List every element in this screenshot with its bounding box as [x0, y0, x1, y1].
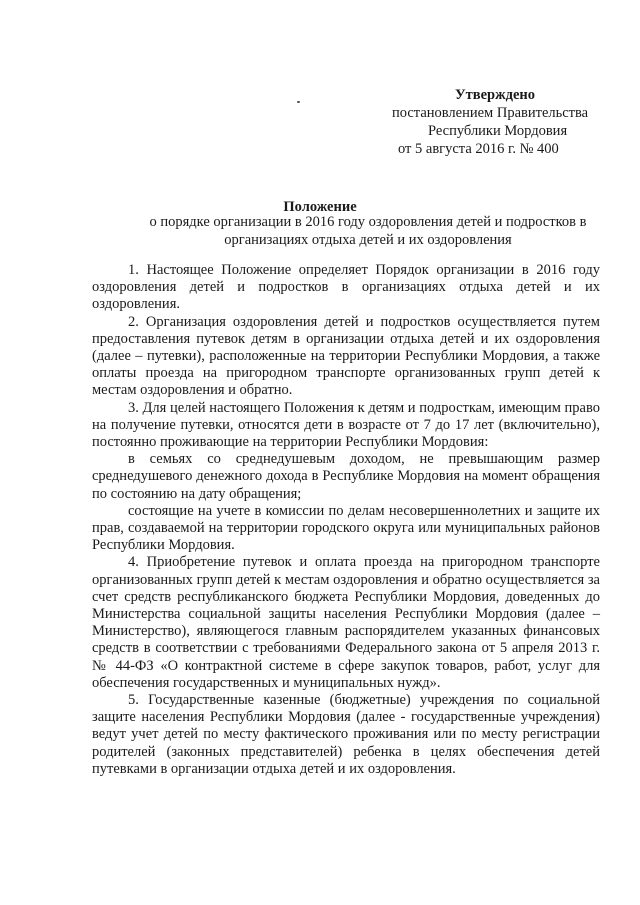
approval-line-republic: Республики Мордовия — [428, 123, 568, 139]
approval-line-decree: постановлением Правительства — [392, 105, 589, 121]
document-title: Положение — [283, 199, 357, 215]
approval-line-date: от 5 августа 2016 г. № 400 — [398, 141, 559, 157]
paragraph-2: 2. Организация оздоровления детей и подростков осуществляется путем предоставления путевок детям в организации отдыха детей и их оздоровления (далее – путевки), расположенные на территории Республики Мордовия, а также оплаты проезда на пригородном транспорте организованных групп детей к местам оздоровления и обратно. — [92, 313, 600, 399]
paragraph-3-item-registered: состоящие на учете в комиссии по делам несовершеннолетних и защите их прав, создаваемой на территории городского округа или муниципальных районов Республики Мордовия. — [92, 502, 600, 554]
document-subtitle: о порядке организации в 2016 году оздоровления детей и подростков в организациях отдыха детей и их оздоровления — [149, 214, 587, 248]
paragraph-3: 3. Для целей настоящего Положения к детям и подросткам, имеющим право на получение путевки, относятся дети в возрасте от 7 до 17 лет (включительно), постоянно проживающие на территории Республики Мордовия: — [92, 399, 600, 451]
approval-block — [360, 86, 620, 158]
paragraph-3-item-income: в семьях со среднедушевым доходом, не превышающим размер среднедушевого денежного дохода в Республике Мордовия на момент обращения по состоянию на дату обращения; — [92, 451, 600, 502]
approval-title: Утверждено — [455, 87, 535, 103]
paragraph-4: 4. Приобретение путевок и оплата проезда на пригородном транспорте организованных групп детей к местам оздоровления и обратно осуществляется за счет средств республиканского бюджета Республики Мордовия, доведенных до Министерства социальной защиты населения Республики Мордовия (далее – Министерство), являющегося главным распорядителем указанных финансовых средств в соответствии с требованиями Федерального закона от 5 апреля 2013 г. № 44-ФЗ «О контрактной системе в сфере закупок товаров, работ, услуг для обеспечения государственных и муниципальных нужд». — [92, 554, 600, 691]
scan-speck — [297, 101, 300, 103]
paragraph-5: 5. Государственные казенные (бюджетные) учреждения по социальной защите населения Республики Мордовия (далее - государственные учреждения) ведут учет детей по месту фактического проживания или по месту регистрации родителей (законных представителей) ребенка в целях обеспечения детей путевками в организации отдыха детей и их оздоровления. — [92, 692, 600, 777]
document-body — [92, 262, 600, 778]
paragraph-1: 1. Настоящее Положение определяет Порядок организации в 2016 году оздоровления детей и подростков в организациях отдыха детей и их оздоровления. — [92, 262, 600, 313]
